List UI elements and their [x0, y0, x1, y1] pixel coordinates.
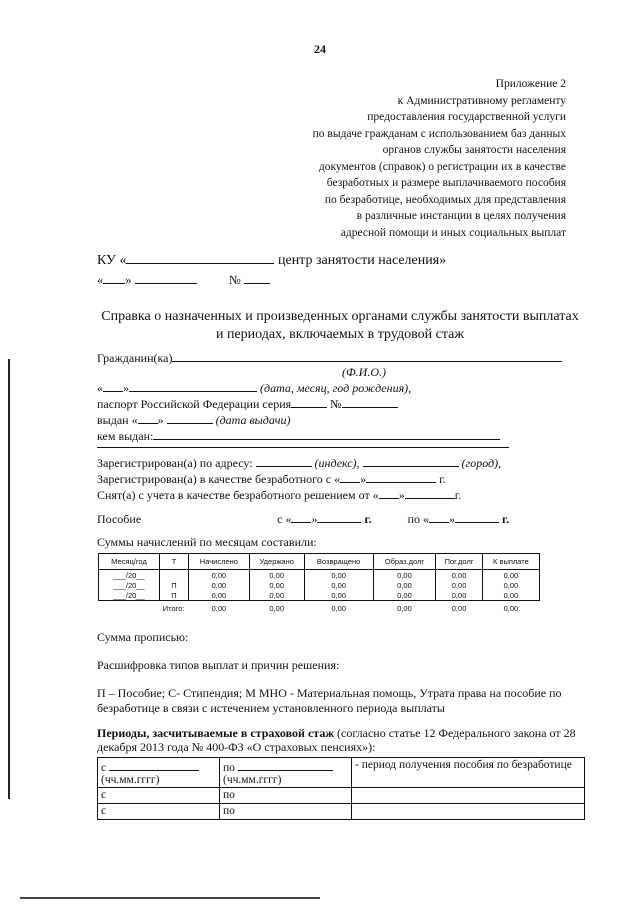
date-format-hint: (чч.мм.гггг) — [101, 774, 160, 786]
unemployed-label: Зарегистрирован(а) в качестве безработного с « — [97, 472, 341, 486]
table-cell: 0,00 — [304, 590, 373, 601]
city-label: (город), — [461, 456, 502, 470]
periods-table — [97, 757, 585, 820]
table-cell: 0,00 — [189, 590, 250, 601]
date-format-hint: (чч.мм.гггг) — [223, 774, 282, 786]
sum-in-words-label: Сумма прописью: — [97, 630, 189, 644]
table-cell: 0,00 — [436, 570, 483, 581]
ku-suffix: центр занятости населения» — [277, 253, 447, 268]
table-row — [99, 570, 540, 581]
table-cell: 0,00 — [189, 570, 250, 581]
period-to-cell[interactable]: по — [220, 804, 352, 820]
ku-name-field[interactable] — [126, 252, 274, 264]
appendix-line: предоставления государственной услуги — [367, 111, 566, 123]
removed-day-field[interactable] — [379, 487, 399, 499]
ku-month-field[interactable] — [135, 272, 197, 284]
issued-label: выдан « — [97, 413, 138, 427]
table-cell: 0,00 — [482, 590, 539, 601]
benefit-from-day-field[interactable] — [291, 511, 311, 523]
period-desc-cell — [352, 804, 585, 820]
appendix-line: органов службы занятости населения — [382, 144, 566, 156]
dob-open: « — [97, 381, 103, 395]
table-cell: П — [160, 590, 189, 601]
appendix-line: в различные инстанции в целях получения — [356, 210, 566, 222]
table-cell: 0,00 — [249, 580, 304, 590]
period-from-cell[interactable]: с — [98, 788, 220, 804]
dob-close: » — [123, 381, 129, 395]
issued-by-extra-line — [97, 447, 509, 448]
fio-label: (Ф.И.О.) — [342, 365, 386, 379]
page-number: 24 — [314, 42, 326, 56]
city-field[interactable] — [363, 455, 459, 467]
table-cell: ___/20__ — [99, 580, 160, 590]
year-suffix: г. — [502, 512, 510, 526]
citizen-line — [97, 350, 562, 366]
legend-text: П – Пособие; С- Стипендия; М МНО - Материальная помощь, Утрата права на пособие по безработице в связи с истечением установленного периода выплаты — [97, 686, 562, 715]
table-cell: 0,00 — [304, 580, 373, 590]
table-cell: 0,00 — [189, 580, 250, 590]
citizen-label: Гражданин(ка) — [97, 351, 173, 365]
benefit-label: Пособие — [97, 512, 142, 526]
registered-line — [97, 455, 501, 471]
issued-by-label: кем выдан: — [97, 429, 154, 443]
benefit-from-field[interactable] — [317, 511, 361, 523]
table-cell: П — [160, 580, 189, 590]
removed-line — [97, 487, 461, 503]
date-open: « — [97, 273, 104, 287]
unemployed-day-field[interactable] — [340, 471, 360, 483]
issued-by-field[interactable] — [153, 428, 500, 440]
passport-label: паспорт Российской Федерации серия — [97, 397, 292, 411]
table-cell: 0,00 — [373, 580, 436, 590]
sums-header-row — [99, 554, 540, 570]
issued-date-label: (дата выдачи) — [215, 413, 291, 427]
index-field[interactable] — [256, 455, 312, 467]
table-cell: 0,00 — [373, 590, 436, 601]
appendix-line: к Административному регламенту — [397, 94, 566, 107]
benefit-to-day-field[interactable] — [429, 511, 449, 523]
col-header: Возвращено — [304, 554, 373, 570]
year-suffix: г. — [439, 472, 446, 486]
period-to-field[interactable] — [238, 759, 333, 771]
ku-number-field[interactable] — [244, 272, 270, 284]
appendix-block — [236, 76, 566, 241]
period-desc-cell: - период получения пособия по безработице — [352, 758, 585, 788]
table-cell: 0,00 — [436, 590, 483, 601]
periods-heading — [97, 726, 585, 754]
period-to-cell[interactable] — [220, 758, 352, 788]
issued-line — [97, 412, 290, 428]
appendix-line: безработных и размере выплачиваемого пособия — [326, 177, 566, 189]
index-label: (индекс), — [314, 456, 360, 470]
removed-label: Снят(а) с учета в качестве безработного решением от « — [97, 488, 379, 502]
unemployed-line — [97, 471, 446, 487]
table-cell: 0,00 — [249, 570, 304, 581]
registered-label: Зарегистрирован(а) по адресу: — [97, 456, 253, 470]
ku-date-line — [97, 272, 270, 288]
unemployed-close: » — [360, 472, 367, 486]
benefit-line — [97, 511, 509, 527]
citizen-fio-field[interactable] — [172, 350, 562, 362]
appendix-line: документов (справок) о регистрации их в качестве — [318, 160, 566, 173]
period-desc-cell — [352, 788, 585, 804]
ku-prefix: КУ « — [97, 253, 127, 268]
appendix-line: Приложение 2 — [495, 78, 566, 90]
table-row — [98, 804, 585, 820]
removed-date-field[interactable] — [405, 487, 455, 499]
total-cell: 0,00 — [269, 603, 284, 613]
table-cell: 0,00 — [482, 570, 539, 581]
decoding-label: Расшифровка типов выплат и причин решения: — [97, 658, 340, 672]
sums-table — [98, 553, 540, 615]
table-cell: 0,00 — [304, 570, 373, 581]
col-header: Пог.долг — [436, 554, 483, 570]
total-cell: 0,00 — [211, 603, 227, 613]
table-cell: 0,00 — [482, 580, 539, 590]
issued-month-field[interactable] — [167, 412, 213, 424]
table-row — [98, 758, 585, 788]
ku-header — [97, 252, 446, 269]
appendix-line: адресной помощи и иных социальных выплат — [340, 226, 566, 239]
totals-row — [99, 601, 540, 616]
ku-day-field[interactable] — [103, 272, 125, 284]
total-cell: 0,00 — [503, 603, 519, 613]
table-row — [99, 580, 540, 590]
period-from-field[interactable] — [109, 759, 199, 771]
passport-no-label: № — [330, 397, 342, 411]
col-header: Т — [160, 554, 189, 570]
period-from-cell[interactable]: с — [98, 804, 220, 820]
col-header: Начислено — [189, 554, 250, 570]
period-to-cell[interactable]: по — [220, 788, 352, 804]
table-cell: ___/20__ — [99, 590, 160, 601]
number-sign: № — [228, 273, 241, 287]
appendix-line: по выдаче гражданам с использованием баз данных — [312, 127, 566, 140]
total-label: Итого: — [162, 603, 185, 613]
year-suffix: г. — [454, 488, 462, 502]
document-title: Справка о назначенных и произведенных органами службы занятости выплатах и периодах, включаемых в трудовой стаж — [101, 309, 579, 342]
dob-field[interactable] — [129, 380, 257, 392]
table-cell: ___/20__ — [99, 570, 160, 581]
scan-bottom-line — [20, 897, 320, 899]
table-row — [99, 590, 540, 601]
table-cell: 0,00 — [373, 570, 436, 581]
periods-heading-bold: Периоды, засчитываемые в страховой стаж — [97, 726, 335, 740]
passport-line — [97, 396, 398, 412]
periods-heading-rest: (согласно статье 12 Федерального закона от 28 декабря 2013 года № 400-ФЗ «О страховых пенсиях»): — [97, 726, 576, 754]
dob-day-field[interactable] — [103, 380, 123, 392]
passport-series-field[interactable] — [291, 396, 327, 408]
passport-number-field[interactable] — [342, 396, 398, 408]
col-header: К выплате — [482, 554, 539, 570]
from-label: с « — [277, 512, 292, 526]
col-header: Удержано — [249, 554, 304, 570]
appendix-line: по безработице, необходимых для представления — [324, 193, 566, 206]
to-label: по — [223, 762, 235, 774]
period-from-cell[interactable] — [98, 758, 220, 788]
col-header: Месяц/год — [99, 554, 160, 570]
to-label: по « — [407, 512, 430, 526]
dob-label: (дата, месяц, год рождения), — [260, 381, 412, 395]
from-label: с — [101, 762, 107, 774]
year-suffix: г. — [364, 512, 372, 526]
scan-margin-line — [8, 359, 10, 799]
table-cell: 0,00 — [436, 580, 483, 590]
date-close: » — [125, 273, 132, 287]
total-cell: 0,00 — [451, 603, 467, 613]
total-cell: 0,00 — [331, 603, 346, 613]
table-row — [98, 788, 585, 804]
sums-caption: Суммы начислений по месяцам составили: — [97, 535, 317, 549]
benefit-to-field[interactable] — [455, 511, 499, 523]
unemployed-date-field[interactable] — [366, 471, 436, 483]
from-close: » — [311, 512, 318, 526]
col-header: Образ.долг — [373, 554, 436, 570]
table-cell: 0,00 — [249, 590, 304, 601]
issued-day-field[interactable] — [138, 412, 158, 424]
table-cell — [160, 570, 189, 581]
removed-close: » — [398, 488, 405, 502]
total-cell: 0,00 — [397, 603, 412, 613]
issued-by-line — [97, 428, 500, 444]
to-close: » — [449, 512, 456, 526]
issued-close: » — [157, 413, 164, 427]
dob-line — [97, 380, 411, 396]
